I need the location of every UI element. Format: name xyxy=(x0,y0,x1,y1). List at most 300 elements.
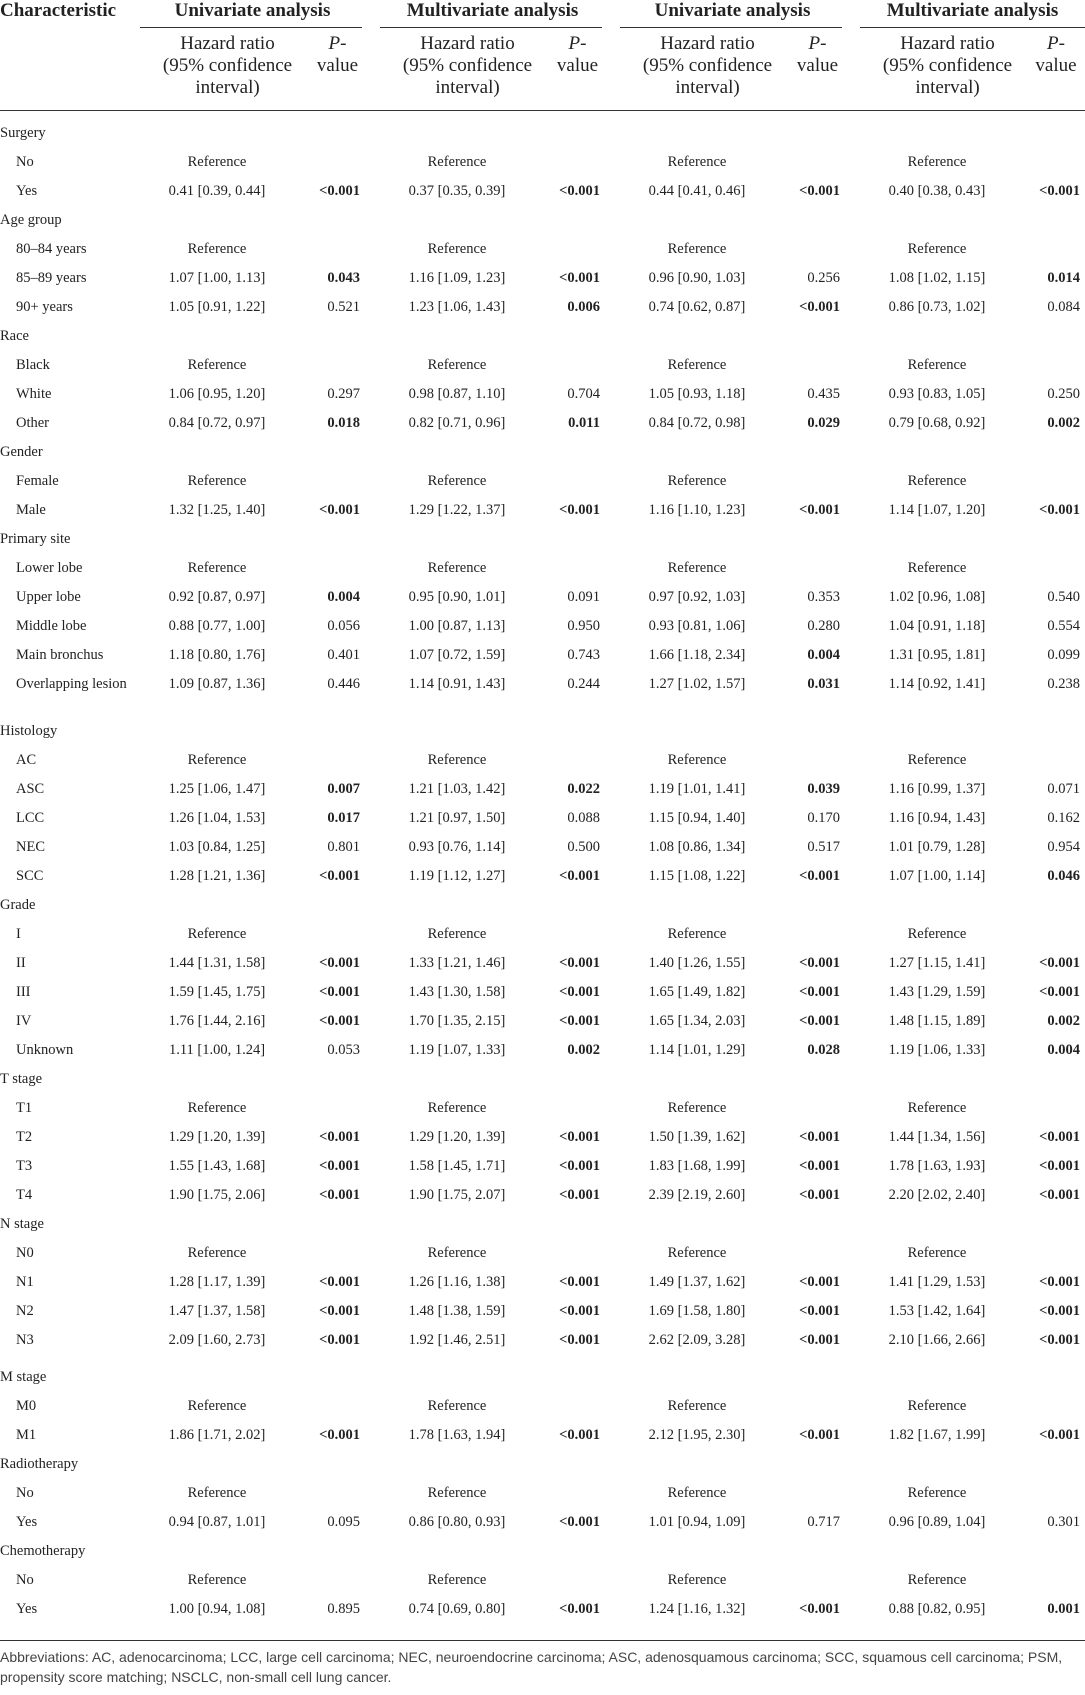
p-value-cell: <0.001 xyxy=(799,984,840,1000)
hazard-ratio-cell: 1.00 [0.87, 1.13] xyxy=(408,618,506,634)
p-value-cell: <0.001 xyxy=(319,1013,360,1029)
group-underline-2 xyxy=(380,27,602,28)
p-value-cell: <0.001 xyxy=(559,1332,600,1348)
subheader-hr-2: Hazard ratio (95% confidence interval) xyxy=(402,33,533,98)
hazard-ratio-cell: 1.83 [1.68, 1.99] xyxy=(648,1158,746,1174)
table-row xyxy=(0,1008,1085,1037)
header-characteristic: Characteristic xyxy=(0,0,117,21)
row-label: LCC xyxy=(16,810,45,826)
hazard-ratio-cell: 1.49 [1.37, 1.62] xyxy=(648,1274,746,1290)
p-value-cell: <0.001 xyxy=(319,1332,360,1348)
hazard-ratio-cell: 1.26 [1.04, 1.53] xyxy=(168,810,266,826)
hazard-ratio-cell: 1.00 [0.94, 1.08] xyxy=(168,1601,266,1617)
hazard-ratio-cell: 1.47 [1.37, 1.58] xyxy=(168,1303,266,1319)
p-value-cell: 0.954 xyxy=(1047,839,1080,855)
p-value-cell: 0.088 xyxy=(567,810,600,826)
p-value-cell: <0.001 xyxy=(799,299,840,315)
p-value-cell: 0.029 xyxy=(807,415,840,431)
hazard-ratio-cell: Reference xyxy=(427,473,487,489)
hazard-ratio-cell: Reference xyxy=(907,1100,967,1116)
hazard-ratio-cell: 1.14 [0.91, 1.43] xyxy=(408,676,506,692)
hazard-ratio-cell: 1.29 [1.20, 1.39] xyxy=(168,1129,266,1145)
hazard-ratio-cell: Reference xyxy=(427,752,487,768)
section-label: Race xyxy=(0,328,29,344)
hazard-ratio-cell: 0.93 [0.81, 1.06] xyxy=(648,618,746,634)
hazard-ratio-cell: Reference xyxy=(907,752,967,768)
p-value-cell: <0.001 xyxy=(799,868,840,884)
p-value-cell: <0.001 xyxy=(1039,1332,1080,1348)
p-value-cell: <0.001 xyxy=(799,1129,840,1145)
header-group-2: Multivariate analysis xyxy=(406,0,579,21)
hazard-ratio-cell: Reference xyxy=(427,560,487,576)
hazard-ratio-cell: Reference xyxy=(187,1572,247,1588)
p-value-cell: <0.001 xyxy=(319,1129,360,1145)
header-bottom-rule xyxy=(0,110,1085,111)
row-label: T4 xyxy=(16,1187,33,1203)
group-underline-4 xyxy=(860,27,1085,28)
p-value-cell: 0.280 xyxy=(807,618,840,634)
p-value-cell: <0.001 xyxy=(319,502,360,518)
hazard-ratio-cell: 1.19 [1.12, 1.27] xyxy=(408,868,506,884)
hazard-ratio-cell: 1.65 [1.34, 2.03] xyxy=(648,1013,746,1029)
section-label: M stage xyxy=(0,1369,47,1385)
p-value-cell: <0.001 xyxy=(1039,1303,1080,1319)
hazard-ratio-cell: 0.79 [0.68, 0.92] xyxy=(888,415,986,431)
hazard-ratio-cell: Reference xyxy=(427,1572,487,1588)
section-row xyxy=(0,1538,1085,1567)
p-value-cell: 0.244 xyxy=(567,676,600,692)
hazard-ratio-cell: 0.86 [0.73, 1.02] xyxy=(888,299,986,315)
hazard-ratio-cell: 1.21 [1.03, 1.42] xyxy=(408,781,506,797)
row-label: T2 xyxy=(16,1129,33,1145)
hazard-ratio-cell: 0.98 [0.87, 1.10] xyxy=(408,386,506,402)
row-label: ASC xyxy=(16,781,45,797)
row-label: No xyxy=(16,1485,34,1501)
p-value-cell: 0.743 xyxy=(567,647,600,663)
hazard-ratio-cell: 0.97 [0.92, 1.03] xyxy=(648,589,746,605)
table-row xyxy=(0,863,1085,892)
section-row xyxy=(0,718,1085,747)
hazard-ratio-cell: 1.31 [0.95, 1.81] xyxy=(888,647,986,663)
hazard-ratio-cell: 1.05 [0.93, 1.18] xyxy=(648,386,746,402)
p-value-cell: <0.001 xyxy=(1039,1274,1080,1290)
p-value-cell: 0.006 xyxy=(567,299,600,315)
hazard-ratio-cell: 1.08 [0.86, 1.34] xyxy=(648,839,746,855)
row-label: IV xyxy=(16,1013,32,1029)
p-value-cell: <0.001 xyxy=(799,1601,840,1617)
table-row xyxy=(0,613,1085,642)
hazard-ratio-cell: Reference xyxy=(667,154,727,170)
p-value-cell: 0.039 xyxy=(807,781,840,797)
p-value-cell: 0.704 xyxy=(567,386,600,402)
p-value-cell: <0.001 xyxy=(319,1187,360,1203)
row-label: 90+ years xyxy=(16,299,73,315)
p-value-cell: <0.001 xyxy=(319,183,360,199)
hazard-ratio-cell: 1.78 [1.63, 1.93] xyxy=(888,1158,986,1174)
hazard-ratio-cell: 1.26 [1.16, 1.38] xyxy=(408,1274,506,1290)
p-value-cell: <0.001 xyxy=(799,1158,840,1174)
p-value-cell: <0.001 xyxy=(559,270,600,286)
hazard-ratio-cell: 1.15 [1.08, 1.22] xyxy=(648,868,746,884)
p-value-cell: 0.521 xyxy=(327,299,360,315)
hazard-ratio-cell: Reference xyxy=(667,1398,727,1414)
p-value-cell: <0.001 xyxy=(1039,1187,1080,1203)
p-value-cell: <0.001 xyxy=(319,984,360,1000)
table-row xyxy=(0,149,1085,178)
table-row xyxy=(0,497,1085,526)
hazard-ratio-cell: Reference xyxy=(187,1485,247,1501)
hazard-ratio-cell: 1.29 [1.22, 1.37] xyxy=(408,502,506,518)
hazard-ratio-cell: 1.01 [0.94, 1.09] xyxy=(648,1514,746,1530)
hazard-ratio-cell: Reference xyxy=(667,752,727,768)
p-value-cell: 0.435 xyxy=(807,386,840,402)
section-label: Gender xyxy=(0,444,43,460)
p-value-cell: 0.091 xyxy=(567,589,600,605)
p-value-cell: <0.001 xyxy=(1039,1427,1080,1443)
p-value-cell: 0.717 xyxy=(807,1514,840,1530)
hazard-ratio-cell: 1.69 [1.58, 1.80] xyxy=(648,1303,746,1319)
p-value-cell: <0.001 xyxy=(319,1303,360,1319)
hazard-ratio-cell: 0.93 [0.76, 1.14] xyxy=(408,839,506,855)
p-value-cell: 0.554 xyxy=(1047,618,1080,634)
hazard-ratio-cell: 0.82 [0.71, 0.96] xyxy=(408,415,506,431)
hazard-ratio-cell: 1.07 [1.00, 1.13] xyxy=(168,270,266,286)
hazard-ratio-cell: 2.09 [1.60, 2.73] xyxy=(168,1332,266,1348)
hazard-ratio-cell: 1.19 [1.01, 1.41] xyxy=(648,781,746,797)
hazard-ratio-cell: Reference xyxy=(187,1398,247,1414)
hazard-ratio-cell: 1.21 [0.97, 1.50] xyxy=(408,810,506,826)
p-value-cell: 0.950 xyxy=(567,618,600,634)
p-value-cell: 0.170 xyxy=(807,810,840,826)
hazard-ratio-cell: Reference xyxy=(667,241,727,257)
p-value-cell: <0.001 xyxy=(1039,984,1080,1000)
hazard-ratio-cell: 0.84 [0.72, 0.97] xyxy=(168,415,266,431)
p-value-cell: <0.001 xyxy=(319,1427,360,1443)
p-value-cell: 0.297 xyxy=(327,386,360,402)
hazard-ratio-cell: Reference xyxy=(187,154,247,170)
p-value-cell: 0.004 xyxy=(807,647,840,663)
section-row xyxy=(0,892,1085,921)
hazard-ratio-cell: 0.74 [0.62, 0.87] xyxy=(648,299,746,315)
p-value-cell: 0.099 xyxy=(1047,647,1080,663)
hazard-ratio-cell: Reference xyxy=(427,241,487,257)
row-label: Main bronchus xyxy=(16,647,104,663)
subheader-p-3: P- value xyxy=(796,33,839,76)
p-value-cell: <0.001 xyxy=(559,502,600,518)
section-label: Histology xyxy=(0,723,58,739)
row-label: I xyxy=(16,926,21,942)
hazard-ratio-cell: 1.65 [1.49, 1.82] xyxy=(648,984,746,1000)
table-row xyxy=(0,1596,1085,1625)
row-label: No xyxy=(16,154,34,170)
table-row xyxy=(0,1298,1085,1327)
p-value-cell: <0.001 xyxy=(559,1274,600,1290)
row-label: 85–89 years xyxy=(16,270,87,286)
hazard-ratio-cell: 1.16 [1.10, 1.23] xyxy=(648,502,746,518)
subheader-p-1: P- value xyxy=(316,33,359,76)
hazard-ratio-cell: 1.76 [1.44, 2.16] xyxy=(168,1013,266,1029)
table-row xyxy=(0,410,1085,439)
hazard-ratio-cell: Reference xyxy=(187,926,247,942)
header-group-4: Multivariate analysis xyxy=(886,0,1059,21)
row-label: T3 xyxy=(16,1158,33,1174)
hazard-ratio-cell: 1.92 [1.46, 2.51] xyxy=(408,1332,506,1348)
section-label: Surgery xyxy=(0,125,46,141)
hazard-ratio-cell: 1.90 [1.75, 2.07] xyxy=(408,1187,506,1203)
table-row xyxy=(0,671,1085,718)
hazard-ratio-cell: Reference xyxy=(427,357,487,373)
hazard-ratio-cell: 1.03 [0.84, 1.25] xyxy=(168,839,266,855)
row-label: Yes xyxy=(16,1601,38,1617)
hazard-ratio-cell: 2.12 [1.95, 2.30] xyxy=(648,1427,746,1443)
hazard-ratio-cell: Reference xyxy=(907,1485,967,1501)
p-value-cell: 0.004 xyxy=(327,589,360,605)
hazard-ratio-cell: Reference xyxy=(427,1398,487,1414)
table-row xyxy=(0,921,1085,950)
table-row xyxy=(0,381,1085,410)
hazard-ratio-cell: Reference xyxy=(667,1485,727,1501)
section-label: T stage xyxy=(0,1071,43,1087)
section-row xyxy=(0,1066,1085,1095)
hazard-ratio-cell: Reference xyxy=(187,1245,247,1261)
row-label: 80–84 years xyxy=(16,241,87,257)
hazard-ratio-cell: 1.40 [1.26, 1.55] xyxy=(648,955,746,971)
p-value-cell: <0.001 xyxy=(319,1158,360,1174)
hazard-ratio-cell: Reference xyxy=(187,241,247,257)
hazard-ratio-cell: 1.90 [1.75, 2.06] xyxy=(168,1187,266,1203)
hazard-ratio-cell: 1.09 [0.87, 1.36] xyxy=(168,676,266,692)
section-row xyxy=(0,1364,1085,1393)
p-value-cell: 0.500 xyxy=(567,839,600,855)
p-value-cell: <0.001 xyxy=(559,1158,600,1174)
hazard-ratio-cell: 1.53 [1.42, 1.64] xyxy=(888,1303,986,1319)
p-value-cell: 0.256 xyxy=(807,270,840,286)
hazard-ratio-cell: 1.14 [0.92, 1.41] xyxy=(888,676,986,692)
hazard-ratio-cell: Reference xyxy=(907,241,967,257)
table-row xyxy=(0,1037,1085,1066)
p-value-cell: 0.162 xyxy=(1047,810,1080,826)
hazard-ratio-cell: Reference xyxy=(907,926,967,942)
p-value-cell: <0.001 xyxy=(559,1187,600,1203)
subheader-p-4: P- value xyxy=(1035,33,1077,76)
hazard-ratio-cell: Reference xyxy=(427,1100,487,1116)
hazard-ratio-cell: 1.44 [1.31, 1.58] xyxy=(168,955,266,971)
hazard-ratio-cell: 0.95 [0.90, 1.01] xyxy=(408,589,506,605)
group-underline-3 xyxy=(620,27,842,28)
section-label: Age group xyxy=(0,212,62,228)
hazard-ratio-cell: 0.40 [0.38, 0.43] xyxy=(888,183,986,199)
section-row xyxy=(0,207,1085,236)
table-row xyxy=(0,265,1085,294)
table-row xyxy=(0,642,1085,671)
p-value-cell: <0.001 xyxy=(799,955,840,971)
hazard-ratio-cell: 0.93 [0.83, 1.05] xyxy=(888,386,986,402)
hazard-ratio-cell: 2.20 [2.02, 2.40] xyxy=(888,1187,986,1203)
hazard-ratio-cell: 1.11 [1.00, 1.24] xyxy=(168,1042,266,1058)
hazard-ratio-cell: 1.86 [1.71, 2.02] xyxy=(168,1427,266,1443)
p-value-cell: 0.043 xyxy=(327,270,360,286)
section-row xyxy=(0,1451,1085,1480)
hazard-ratio-cell: Reference xyxy=(187,357,247,373)
hazard-ratio-cell: 1.05 [0.91, 1.22] xyxy=(168,299,266,315)
hazard-ratio-cell: Reference xyxy=(667,1245,727,1261)
section-row xyxy=(0,323,1085,352)
p-value-cell: 0.028 xyxy=(807,1042,840,1058)
table-row xyxy=(0,950,1085,979)
row-label: NEC xyxy=(16,839,45,855)
table-row xyxy=(0,776,1085,805)
table-footnote: Abbreviations: AC, adenocarcinoma; LCC, large cell carcinoma; NEC, neuroendocrine carcinoma; ASC, adenosquamous carcinoma; SCC, squamous cell carcinoma; PSM, propensity score matching; NSCLC, non-small cell lung cancer. xyxy=(0,1640,1085,1687)
hazard-ratio-cell: 1.44 [1.34, 1.56] xyxy=(888,1129,986,1145)
hazard-ratio-cell: 1.66 [1.18, 2.34] xyxy=(648,647,746,663)
header-group-3: Univariate analysis xyxy=(654,0,811,21)
group-underline-1 xyxy=(140,27,362,28)
subheader-hr-4: Hazard ratio (95% confidence interval) xyxy=(882,33,1013,98)
hazard-ratio-cell: 1.01 [0.79, 1.28] xyxy=(888,839,986,855)
row-label: N3 xyxy=(16,1332,34,1348)
p-value-cell: <0.001 xyxy=(1039,502,1080,518)
hazard-ratio-cell: 1.82 [1.67, 1.99] xyxy=(888,1427,986,1443)
hazard-ratio-cell: 1.59 [1.45, 1.75] xyxy=(168,984,266,1000)
subheader-p-2: P- value xyxy=(556,33,599,76)
hazard-ratio-cell: Reference xyxy=(667,1572,727,1588)
header-group-1: Univariate analysis xyxy=(174,0,331,21)
p-value-cell: 0.046 xyxy=(1047,868,1080,884)
hazard-ratio-cell: 2.62 [2.09, 3.28] xyxy=(648,1332,746,1348)
hazard-ratio-cell: Reference xyxy=(667,926,727,942)
hazard-ratio-cell: Reference xyxy=(907,1245,967,1261)
p-value-cell: <0.001 xyxy=(799,1187,840,1203)
hazard-ratio-cell: Reference xyxy=(667,560,727,576)
p-value-cell: 0.540 xyxy=(1047,589,1080,605)
row-label: M0 xyxy=(16,1398,37,1414)
p-value-cell: 0.007 xyxy=(327,781,360,797)
row-label: Unknown xyxy=(16,1042,74,1058)
hazard-ratio-cell: 1.18 [0.80, 1.76] xyxy=(168,647,266,663)
p-value-cell: <0.001 xyxy=(799,1332,840,1348)
hazard-ratio-cell: 0.88 [0.82, 0.95] xyxy=(888,1601,986,1617)
row-label: N2 xyxy=(16,1303,34,1319)
p-value-cell: <0.001 xyxy=(1039,1158,1080,1174)
table-row xyxy=(0,979,1085,1008)
hazard-ratio-cell: 1.04 [0.91, 1.18] xyxy=(888,618,986,634)
table-row xyxy=(0,1509,1085,1538)
table-row xyxy=(0,1422,1085,1451)
p-value-cell: 0.002 xyxy=(567,1042,600,1058)
hazard-ratio-cell: 1.08 [1.02, 1.15] xyxy=(888,270,986,286)
section-row xyxy=(0,120,1085,149)
p-value-cell: 0.002 xyxy=(1047,415,1080,431)
table-row xyxy=(0,468,1085,497)
table-row xyxy=(0,1269,1085,1298)
hazard-ratio-cell: 1.28 [1.17, 1.39] xyxy=(168,1274,266,1290)
table-row xyxy=(0,1480,1085,1509)
hazard-ratio-cell: 1.07 [0.72, 1.59] xyxy=(408,647,506,663)
hazard-ratio-cell: 1.15 [0.94, 1.40] xyxy=(648,810,746,826)
hazard-ratio-cell: 1.25 [1.06, 1.47] xyxy=(168,781,266,797)
table-row xyxy=(0,1153,1085,1182)
table-row xyxy=(0,1095,1085,1124)
row-label: M1 xyxy=(16,1427,37,1443)
hazard-ratio-cell: Reference xyxy=(907,357,967,373)
table-row xyxy=(0,1327,1085,1364)
table-row xyxy=(0,1240,1085,1269)
p-value-cell: 0.001 xyxy=(1047,1601,1080,1617)
p-value-cell: 0.517 xyxy=(807,839,840,855)
hazard-ratio-cell: 1.55 [1.43, 1.68] xyxy=(168,1158,266,1174)
hazard-ratio-cell: 1.33 [1.21, 1.46] xyxy=(408,955,506,971)
hazard-ratio-cell: Reference xyxy=(427,1245,487,1261)
row-label: N1 xyxy=(16,1274,34,1290)
row-label: Black xyxy=(16,357,50,373)
p-value-cell: 0.895 xyxy=(327,1601,360,1617)
hazard-ratio-cell: 0.96 [0.89, 1.04] xyxy=(888,1514,986,1530)
section-label: N stage xyxy=(0,1216,44,1232)
hazard-ratio-cell: 0.41 [0.39, 0.44] xyxy=(168,183,266,199)
section-label: Primary site xyxy=(0,531,71,547)
p-value-cell: 0.022 xyxy=(567,781,600,797)
hazard-ratio-cell: 1.16 [1.09, 1.23] xyxy=(408,270,506,286)
hazard-ratio-cell: Reference xyxy=(667,1100,727,1116)
p-value-cell: 0.017 xyxy=(327,810,360,826)
p-value-cell: 0.011 xyxy=(568,415,600,431)
section-label: Chemotherapy xyxy=(0,1543,86,1559)
hazard-ratio-cell: 1.23 [1.06, 1.43] xyxy=(408,299,506,315)
p-value-cell: 0.071 xyxy=(1047,781,1080,797)
hazard-ratio-cell: 0.44 [0.41, 0.46] xyxy=(648,183,746,199)
table-row xyxy=(0,584,1085,613)
hazard-ratio-cell: 1.19 [1.06, 1.33] xyxy=(888,1042,986,1058)
p-value-cell: 0.238 xyxy=(1047,676,1080,692)
hazard-ratio-cell: 0.88 [0.77, 1.00] xyxy=(168,618,266,634)
hazard-ratio-cell: 1.06 [0.95, 1.20] xyxy=(168,386,266,402)
p-value-cell: <0.001 xyxy=(559,1013,600,1029)
hazard-ratio-cell: 1.78 [1.63, 1.94] xyxy=(408,1427,506,1443)
hazard-ratio-cell: 1.02 [0.96, 1.08] xyxy=(888,589,986,605)
hazard-ratio-cell: 0.84 [0.72, 0.98] xyxy=(648,415,746,431)
hazard-ratio-cell: 2.10 [1.66, 2.66] xyxy=(888,1332,986,1348)
table-row xyxy=(0,236,1085,265)
row-label: III xyxy=(16,984,31,1000)
row-label: Other xyxy=(16,415,50,431)
subheader-hr-1: Hazard ratio (95% confidence interval) xyxy=(162,33,293,98)
p-value-cell: 0.353 xyxy=(807,589,840,605)
p-value-cell: <0.001 xyxy=(799,502,840,518)
row-label: Yes xyxy=(16,183,38,199)
table-row xyxy=(0,1124,1085,1153)
hazard-ratio-cell: Reference xyxy=(907,473,967,489)
hazard-ratio-cell: 1.50 [1.39, 1.62] xyxy=(648,1129,746,1145)
hazard-ratio-cell: Reference xyxy=(907,1398,967,1414)
row-label: N0 xyxy=(16,1245,34,1261)
hazard-ratio-cell: 1.07 [1.00, 1.14] xyxy=(888,868,986,884)
row-label: AC xyxy=(16,752,37,768)
section-label: Grade xyxy=(0,897,36,913)
hazard-ratio-cell: Reference xyxy=(907,1572,967,1588)
table-row xyxy=(0,294,1085,323)
hazard-ratio-cell: 1.24 [1.16, 1.32] xyxy=(648,1601,746,1617)
p-value-cell: 0.250 xyxy=(1047,386,1080,402)
row-label: SCC xyxy=(16,868,44,884)
table-row xyxy=(0,1182,1085,1211)
hazard-ratio-cell: 1.48 [1.38, 1.59] xyxy=(408,1303,506,1319)
hazard-ratio-cell: Reference xyxy=(427,154,487,170)
table-row xyxy=(0,555,1085,584)
hazard-ratio-cell: 1.27 [1.02, 1.57] xyxy=(648,676,746,692)
row-label: Overlapping lesion xyxy=(16,676,127,692)
p-value-cell: <0.001 xyxy=(559,1427,600,1443)
hazard-ratio-cell: 1.41 [1.29, 1.53] xyxy=(888,1274,986,1290)
